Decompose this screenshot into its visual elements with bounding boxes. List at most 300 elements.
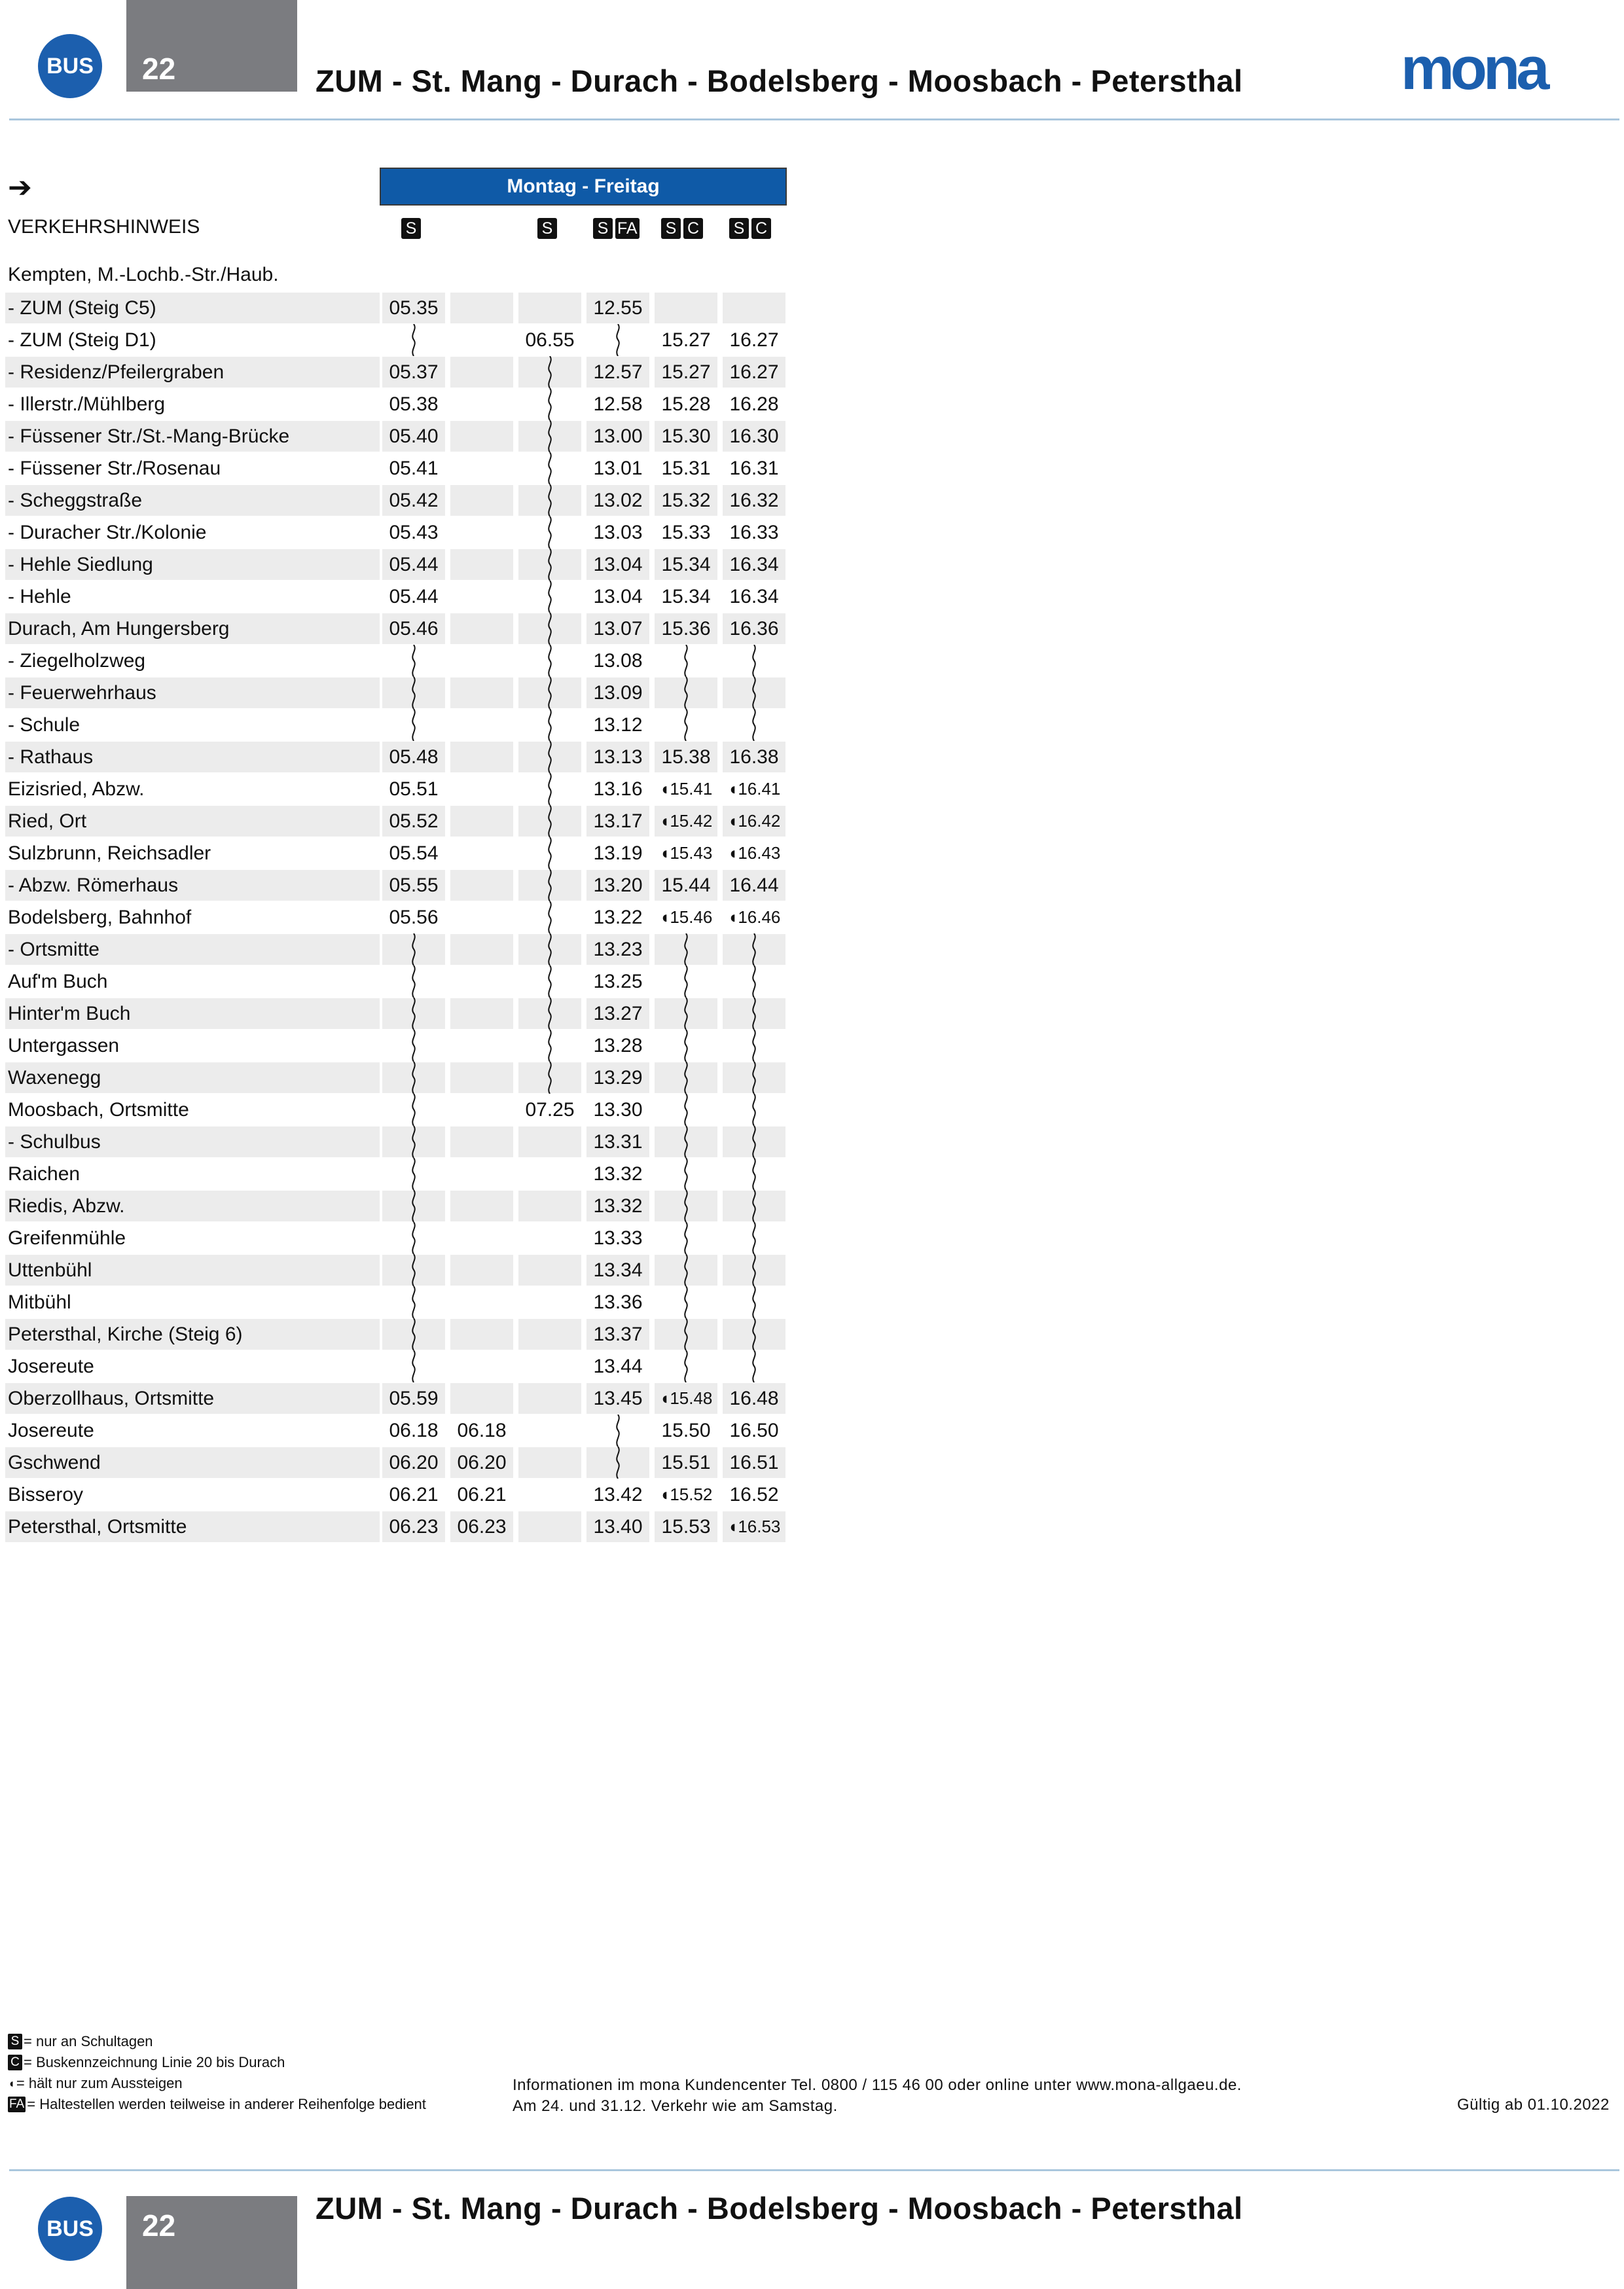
line-number: 22 (126, 0, 297, 92)
legend (8, 2031, 426, 2115)
no-stop-marker (517, 1062, 583, 1094)
legend-text: = Haltestellen werden teilweise in anderer Reihenfolge bedient (27, 2096, 426, 2112)
no-stop-marker (381, 1094, 446, 1126)
no-stop-marker (721, 933, 787, 965)
departure-time: 05.38 (389, 393, 439, 415)
no-stop-marker (517, 613, 583, 645)
no-stop-marker (381, 965, 446, 998)
departure-time: 13.44 (593, 1356, 643, 1377)
logo-text: mona (1401, 46, 1546, 94)
stop-name: - Duracher Str./Kolonie (8, 522, 207, 543)
no-stop-marker (517, 805, 583, 837)
legend-symbol: S (8, 2034, 22, 2049)
info-line-1: Informationen im mona Kundencenter Tel. 0800 / 115 46 00 oder online unter www.mona-allgaeu.de. (513, 2076, 1242, 2094)
column-note (401, 218, 421, 239)
stop-name: - Scheggstraße (8, 490, 143, 511)
cell-stripe (450, 549, 513, 580)
no-stop-marker (517, 773, 583, 805)
departure-time: 13.27 (593, 1003, 643, 1024)
no-stop-marker (721, 998, 787, 1030)
no-stop-wave-icon (681, 1190, 691, 1222)
note-badge: S (401, 218, 421, 239)
stop-name: - Residenz/Pfeilergraben (8, 361, 225, 383)
no-stop-marker (381, 1126, 446, 1158)
no-stop-marker (721, 1158, 787, 1190)
departure-time: 16.32 (729, 490, 779, 511)
departure-time: 05.55 (389, 874, 439, 896)
stop-name: Waxenegg (8, 1067, 101, 1089)
legend-symbol: FA (9, 2097, 25, 2111)
no-stop-wave-icon (681, 1318, 691, 1350)
departure-time: 06.55 (525, 329, 575, 351)
notes-label: VERKEHRSHINWEIS (8, 216, 200, 238)
departure-time-alight-only: ◖16.43 (727, 843, 781, 863)
no-stop-wave-icon (749, 933, 759, 965)
no-stop-wave-icon (749, 1158, 759, 1190)
column-note (729, 218, 771, 239)
cell-stripe (450, 1319, 513, 1350)
no-stop-wave-icon (409, 1254, 418, 1286)
no-stop-marker (721, 965, 787, 998)
no-stop-wave-icon (681, 1062, 691, 1094)
departure-time: 07.25 (525, 1099, 575, 1121)
no-stop-wave-icon (409, 1126, 418, 1158)
no-stop-marker (517, 709, 583, 741)
cell-stripe (450, 806, 513, 837)
no-stop-wave-icon (749, 998, 759, 1030)
no-stop-wave-icon (545, 869, 554, 901)
cell-stripe (518, 1319, 581, 1350)
departure-time: 13.22 (593, 907, 643, 928)
departure-time: 05.51 (389, 778, 439, 800)
no-stop-marker (517, 965, 583, 998)
no-stop-marker (381, 1158, 446, 1190)
stop-name: - Hehle (8, 586, 71, 607)
cell-stripe (450, 613, 513, 644)
departure-time: 12.55 (593, 297, 643, 319)
no-stop-marker (517, 484, 583, 516)
legend-item-fa (8, 2094, 426, 2115)
stop-name: - Hehle Siedlung (8, 554, 153, 575)
column-note (593, 218, 640, 239)
no-stop-marker (653, 1254, 719, 1286)
no-stop-marker (721, 1126, 787, 1158)
cell-stripe (450, 742, 513, 772)
departure-time: 05.43 (389, 522, 439, 543)
stop-name: - Schulbus (8, 1131, 101, 1153)
no-stop-wave-icon (545, 516, 554, 549)
departure-time: 13.17 (593, 810, 643, 832)
no-stop-wave-icon (545, 484, 554, 516)
departure-time: 16.28 (729, 393, 779, 415)
cell-stripe (450, 998, 513, 1029)
departure-time: 16.34 (729, 554, 779, 575)
departure-time: 16.36 (729, 618, 779, 640)
departure-time-alight-only: ◖16.53 (727, 1517, 781, 1536)
no-stop-wave-icon (409, 1350, 418, 1382)
stop-name: - Abzw. Römerhaus (8, 874, 179, 896)
departure-time: 16.48 (729, 1388, 779, 1409)
no-stop-marker (721, 1222, 787, 1254)
departure-time: 13.13 (593, 746, 643, 768)
cell-stripe (518, 293, 581, 323)
cell-stripe (518, 1126, 581, 1157)
no-stop-wave-icon (545, 901, 554, 933)
departure-time: 13.29 (593, 1067, 643, 1089)
departure-time: 06.21 (389, 1484, 439, 1505)
departure-time: 13.28 (593, 1035, 643, 1056)
stop-name: Bisseroy (8, 1484, 84, 1505)
no-stop-wave-icon (409, 1158, 418, 1190)
departure-time: 13.12 (593, 714, 643, 736)
departure-time: 13.23 (593, 939, 643, 960)
no-stop-wave-icon (681, 1350, 691, 1382)
stop-name: - ZUM (Steig C5) (8, 297, 156, 319)
departure-time: 05.35 (389, 297, 439, 319)
no-stop-wave-icon (749, 1350, 759, 1382)
departure-time: 15.44 (661, 874, 711, 896)
valid-from: Gültig ab 01.10.2022 (1457, 2096, 1610, 2114)
stop-name: Petersthal, Kirche (Steig 6) (8, 1324, 243, 1345)
no-stop-marker (381, 1286, 446, 1318)
legend-text: = nur an Schultagen (24, 2033, 153, 2049)
stop-name: Gschwend (8, 1452, 101, 1473)
departure-time-alight-only: ◖15.46 (659, 907, 713, 927)
no-stop-wave-icon (613, 1415, 623, 1447)
departure-time-alight-only: ◖15.41 (659, 779, 713, 799)
note-badge: C (751, 218, 771, 239)
no-stop-marker (381, 1190, 446, 1222)
no-stop-marker (517, 677, 583, 709)
departure-time: 15.27 (661, 329, 711, 351)
no-stop-marker (653, 933, 719, 965)
column-note (661, 218, 703, 239)
departure-time: 06.20 (389, 1452, 439, 1473)
cell-stripe (518, 1191, 581, 1221)
departure-time: 06.23 (389, 1516, 439, 1538)
cell-stripe (450, 1126, 513, 1157)
departure-time: 05.48 (389, 746, 439, 768)
legend-item-c (8, 2052, 426, 2073)
no-stop-wave-icon (545, 420, 554, 452)
cell-stripe (450, 357, 513, 388)
cell-stripe (518, 1383, 581, 1414)
no-stop-wave-icon (681, 965, 691, 998)
no-stop-marker (517, 452, 583, 484)
departure-time: 13.00 (593, 425, 643, 447)
no-stop-marker (653, 1286, 719, 1318)
cell-stripe (450, 677, 513, 708)
departure-time: 05.37 (389, 361, 439, 383)
stop-name: Sulzbrunn, Reichsadler (8, 842, 211, 864)
departure-time: 05.59 (389, 1388, 439, 1409)
departure-time: 12.58 (593, 393, 643, 415)
stop-name: - ZUM (Steig D1) (8, 329, 156, 351)
no-stop-wave-icon (545, 805, 554, 837)
departure-time-alight-only: ◖16.41 (727, 779, 781, 799)
departure-time: 15.31 (661, 458, 711, 479)
departure-time: 13.02 (593, 490, 643, 511)
cell-stripe (450, 1191, 513, 1221)
departure-time-alight-only: ◖15.43 (659, 843, 713, 863)
no-stop-marker (653, 1030, 719, 1062)
no-stop-wave-icon (545, 388, 554, 420)
no-stop-marker (653, 1094, 719, 1126)
no-stop-marker (721, 677, 787, 709)
no-stop-marker (721, 1254, 787, 1286)
no-stop-wave-icon (749, 1190, 759, 1222)
no-stop-wave-icon (409, 998, 418, 1030)
note-badge: S (537, 218, 557, 239)
no-stop-marker (653, 965, 719, 998)
day-header: Montag - Freitag (380, 168, 787, 206)
cell-stripe (450, 485, 513, 516)
no-stop-marker (721, 709, 787, 741)
stop-name: - Füssener Str./Rosenau (8, 458, 221, 479)
no-stop-marker (517, 516, 583, 549)
departure-time: 13.34 (593, 1259, 643, 1281)
no-stop-wave-icon (681, 1126, 691, 1158)
departure-time: 16.31 (729, 458, 779, 479)
stop-name: Hinter'm Buch (8, 1003, 131, 1024)
departure-time: 06.20 (457, 1452, 507, 1473)
stop-name: - Illerstr./Mühlberg (8, 393, 166, 415)
no-stop-wave-icon (409, 933, 418, 965)
stop-name: - Schule (8, 714, 81, 736)
no-stop-wave-icon (749, 645, 759, 677)
departure-time: 16.50 (729, 1420, 779, 1441)
no-stop-wave-icon (545, 741, 554, 773)
footer-divider (9, 2169, 1619, 2171)
no-stop-wave-icon (681, 1222, 691, 1254)
stop-name: - Füssener Str./St.-Mang-Brücke (8, 425, 290, 447)
route-title: ZUM - St. Mang - Durach - Bodelsberg - Moosbach - Petersthal (316, 63, 1243, 98)
origin-label: Kempten, M.-Lochb.-Str./Haub. (8, 264, 279, 285)
no-stop-wave-icon (545, 1030, 554, 1062)
departure-time: 13.30 (593, 1099, 643, 1121)
departure-time: 05.44 (389, 554, 439, 575)
departure-time: 13.19 (593, 842, 643, 864)
departure-time-alight-only: ◖15.52 (659, 1485, 713, 1504)
bus-badge: BUS (38, 34, 102, 98)
legend-text: = hält nur zum Aussteigen (16, 2075, 183, 2091)
no-stop-wave-icon (545, 709, 554, 741)
departure-time: 15.38 (661, 746, 711, 768)
cell-stripe (450, 293, 513, 323)
stop-name: Uttenbühl (8, 1259, 92, 1281)
departure-time: 16.51 (729, 1452, 779, 1473)
no-stop-marker (585, 324, 651, 356)
departure-time: 16.38 (729, 746, 779, 768)
no-stop-marker (721, 1030, 787, 1062)
no-stop-marker (653, 709, 719, 741)
departure-time: 15.27 (661, 361, 711, 383)
no-stop-marker (517, 901, 583, 933)
no-stop-marker (585, 1447, 651, 1479)
no-stop-wave-icon (749, 1126, 759, 1158)
no-stop-marker (381, 1222, 446, 1254)
departure-time: 05.52 (389, 810, 439, 832)
departure-time-alight-only: ◖15.42 (659, 811, 713, 831)
no-stop-marker (721, 1286, 787, 1318)
departure-time: 05.46 (389, 618, 439, 640)
departure-time: 16.34 (729, 586, 779, 607)
departure-time: 13.03 (593, 522, 643, 543)
no-stop-wave-icon (681, 1094, 691, 1126)
stop-name: Greifenmühle (8, 1227, 126, 1249)
stop-name: Untergassen (8, 1035, 120, 1056)
no-stop-marker (381, 677, 446, 709)
no-stop-marker (517, 933, 583, 965)
no-stop-marker (721, 1094, 787, 1126)
no-stop-marker (653, 998, 719, 1030)
stop-name: Moosbach, Ortsmitte (8, 1099, 189, 1121)
cell-stripe (518, 1511, 581, 1542)
info-text (513, 2075, 1242, 2117)
no-stop-marker (517, 388, 583, 420)
no-stop-wave-icon (749, 1062, 759, 1094)
no-stop-marker (517, 420, 583, 452)
no-stop-wave-icon (749, 1094, 759, 1126)
note-badge: S (593, 218, 613, 239)
stop-name: Josereute (8, 1356, 94, 1377)
departure-time-alight-only: ◖16.42 (727, 811, 781, 831)
info-line-2: Am 24. und 31.12. Verkehr wie am Samstag. (513, 2097, 838, 2115)
cell-stripe (450, 1062, 513, 1093)
departure-time: 05.54 (389, 842, 439, 864)
no-stop-wave-icon (545, 549, 554, 581)
line-number: 22 (126, 2196, 297, 2289)
departure-time: 16.52 (729, 1484, 779, 1505)
departure-time: 13.45 (593, 1388, 643, 1409)
column-note (537, 218, 557, 239)
departure-time: 15.36 (661, 618, 711, 640)
no-stop-wave-icon (409, 1318, 418, 1350)
bus-badge: BUS (38, 2197, 102, 2261)
no-stop-marker (653, 1318, 719, 1350)
no-stop-wave-icon (749, 1286, 759, 1318)
no-stop-marker (381, 1030, 446, 1062)
departure-time: 15.51 (661, 1452, 711, 1473)
departure-time: 15.34 (661, 554, 711, 575)
departure-time: 13.31 (593, 1131, 643, 1153)
departure-time: 16.44 (729, 874, 779, 896)
no-stop-wave-icon (681, 1030, 691, 1062)
departure-time: 13.40 (593, 1516, 643, 1538)
legend-text: = Buskennzeichnung Linie 20 bis Durach (24, 2054, 285, 2070)
no-stop-wave-icon (545, 933, 554, 965)
no-stop-wave-icon (545, 1062, 554, 1094)
no-stop-marker (381, 645, 446, 677)
no-stop-marker (653, 677, 719, 709)
no-stop-wave-icon (409, 1030, 418, 1062)
departure-time-alight-only: ◖16.46 (727, 907, 781, 927)
no-stop-wave-icon (681, 998, 691, 1030)
departure-time: 06.18 (389, 1420, 439, 1441)
departure-time: 15.28 (661, 393, 711, 415)
departure-time: 16.33 (729, 522, 779, 543)
departure-time: 13.20 (593, 874, 643, 896)
stop-name: Eizisried, Abzw. (8, 778, 145, 800)
no-stop-marker (517, 1030, 583, 1062)
no-stop-wave-icon (749, 1254, 759, 1286)
no-stop-marker (517, 837, 583, 869)
no-stop-wave-icon (409, 1286, 418, 1318)
departure-time: 15.50 (661, 1420, 711, 1441)
no-stop-wave-icon (749, 1318, 759, 1350)
no-stop-marker (721, 1350, 787, 1382)
no-stop-wave-icon (681, 677, 691, 709)
note-badge: C (683, 218, 703, 239)
no-stop-wave-icon (545, 452, 554, 484)
departure-time: 13.04 (593, 554, 643, 575)
no-stop-marker (517, 581, 583, 613)
no-stop-wave-icon (545, 581, 554, 613)
no-stop-wave-icon (749, 1222, 759, 1254)
no-stop-wave-icon (681, 933, 691, 965)
no-stop-marker (381, 1062, 446, 1094)
no-stop-wave-icon (681, 1158, 691, 1190)
no-stop-marker (653, 1190, 719, 1222)
no-stop-marker (653, 1158, 719, 1190)
no-stop-marker (381, 1254, 446, 1286)
stop-name: Bodelsberg, Bahnhof (8, 907, 192, 928)
no-stop-marker (517, 741, 583, 773)
departure-time: 13.01 (593, 458, 643, 479)
cell-stripe (450, 934, 513, 965)
departure-time: 13.42 (593, 1484, 643, 1505)
legend-symbol: C (8, 2055, 22, 2070)
stop-name: Riedis, Abzw. (8, 1195, 125, 1217)
departure-time: 13.32 (593, 1163, 643, 1185)
departure-time: 13.36 (593, 1291, 643, 1313)
no-stop-wave-icon (613, 324, 623, 356)
departure-time: 06.18 (457, 1420, 507, 1441)
legend-item-s (8, 2031, 426, 2052)
departure-time: 05.41 (389, 458, 439, 479)
departure-time: 05.44 (389, 586, 439, 607)
cell-stripe (655, 293, 717, 323)
no-stop-wave-icon (749, 677, 759, 709)
stop-name: Oberzollhaus, Ortsmitte (8, 1388, 215, 1409)
cell-stripe (450, 870, 513, 901)
legend-item-alight (8, 2073, 426, 2094)
no-stop-marker (381, 324, 446, 356)
cell-stripe (518, 1447, 581, 1478)
cell-stripe (450, 421, 513, 452)
departure-time: 13.16 (593, 778, 643, 800)
stop-name: - Ortsmitte (8, 939, 99, 960)
stop-name: Josereute (8, 1420, 94, 1441)
no-stop-marker (653, 645, 719, 677)
departure-time: 15.32 (661, 490, 711, 511)
stop-name: Ried, Ort (8, 810, 87, 832)
stop-name: Petersthal, Ortsmitte (8, 1516, 187, 1538)
no-stop-wave-icon (409, 324, 418, 356)
no-stop-wave-icon (409, 645, 418, 677)
no-stop-wave-icon (409, 1222, 418, 1254)
departure-time: 05.42 (389, 490, 439, 511)
no-stop-wave-icon (681, 645, 691, 677)
no-stop-wave-icon (749, 709, 759, 741)
stop-name: - Ziegelholzweg (8, 650, 146, 672)
no-stop-marker (653, 1126, 719, 1158)
departure-time: 15.33 (661, 522, 711, 543)
route-title: ZUM - St. Mang - Durach - Bodelsberg - Moosbach - Petersthal (316, 2191, 1243, 2226)
stop-name: Auf'm Buch (8, 971, 108, 992)
no-stop-marker (721, 1190, 787, 1222)
stop-name: - Rathaus (8, 746, 94, 768)
